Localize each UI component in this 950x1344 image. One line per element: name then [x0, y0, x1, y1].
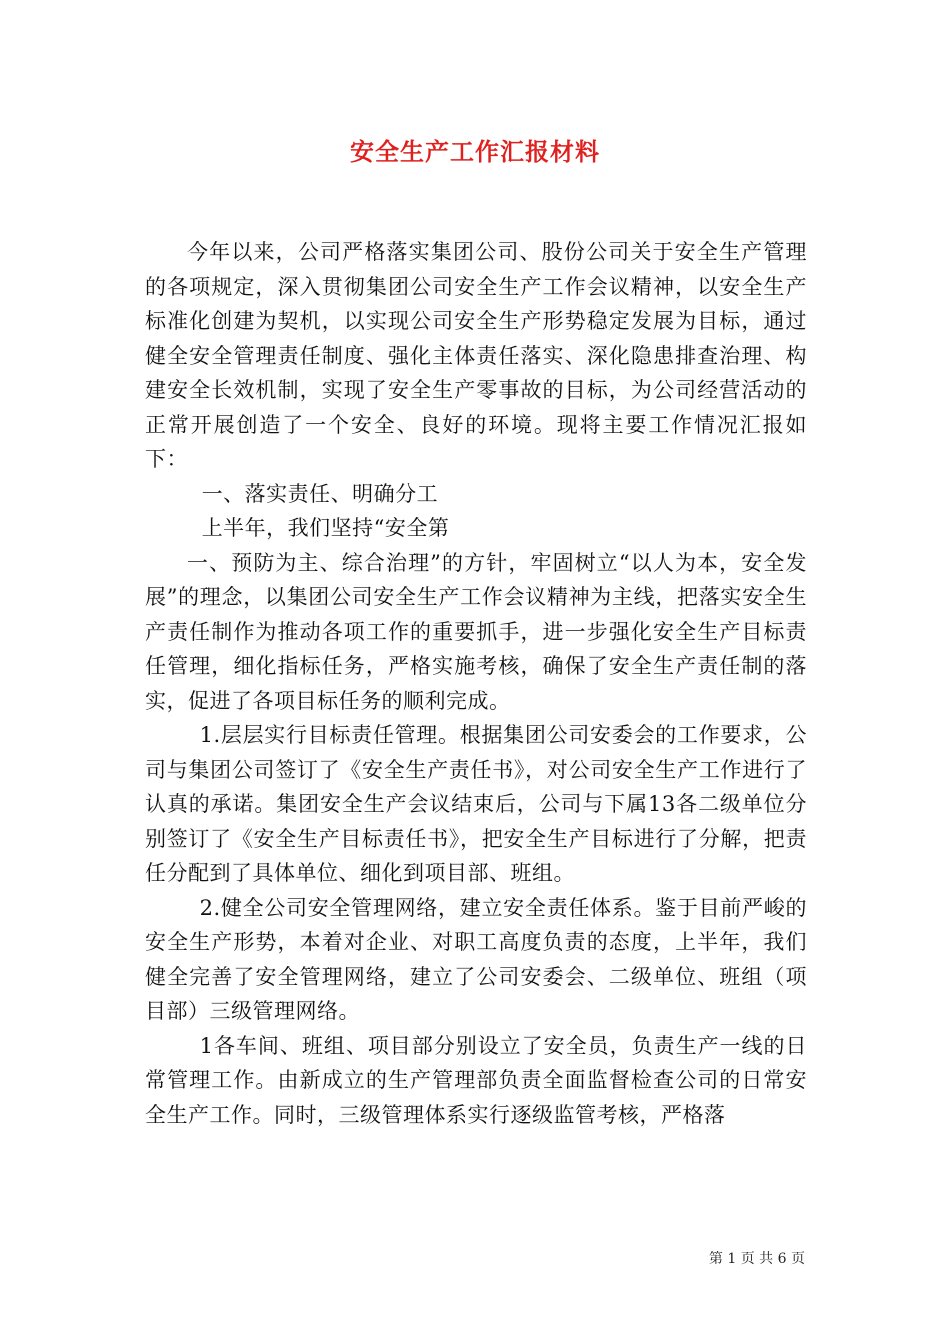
paragraph-item-2: 2.健全公司安全管理网络，建立安全责任体系。鉴于目前严峻的安全生产形势，本着对企业、对职工高度负责的态度，上半年，我们健全完善了安全管理网络，建立了公司安委会、二级单位、班组（项目部）三级管理网络。: [145, 895, 807, 1023]
paragraph-policy: 一、预防为主、综合治理”的方针，牢固树立“以人为本，安全发展”的理念，以集团公司安全生产工作会议精神为主线，把落实安全生产责任制作为推动各项工作的重要抓手，进一步强化安全生产目标责任管理，细化指标任务，严格实施考核，确保了安全生产责任制的落实，促进了各项目标任务的顺利完成。: [145, 550, 807, 713]
page-number: 第 1 页 共 6 页: [708, 1251, 805, 1267]
document-title: 安全生产工作汇报材料: [350, 137, 600, 166]
paragraph-item-1: 1.层层实行目标责任管理。根据集团公司安委会的工作要求，公司与集团公司签订了《安全生产责任书》，对公司安全生产工作进行了认真的承诺。集团安全生产会议结束后，公司与下属13各二级单位分别签订了《安全生产目标责任书》，把安全生产目标进行了分解，把责任分配到了具体单位、细化到项目部、班组。: [145, 723, 807, 885]
paragraph-intro: 今年以来，公司严格落实集团公司、股份公司关于安全生产管理的各项规定，深入贯彻集团公司安全生产工作会议精神，以安全生产标准化创建为契机，以实现公司安全生产形势稳定发展为目标，通过健全安全管理责任制度、强化主体责任落实、深化隐患排查治理、构建安全长效机制，实现了安全生产零事故的目标，为公司经营活动的正常开展创造了一个安全、良好的环境。现将主要工作情况汇报如下：: [145, 240, 807, 471]
section-heading-1: 一、落实责任、明确分工: [201, 481, 439, 506]
paragraph-item-3: 1各车间、班组、项目部分别设立了安全员，负责生产一线的日常管理工作。由新成立的生产管理部负责全面监督检查公司的日常安全生产工作。同时，三级管理体系实行逐级监管考核，严格落: [145, 1033, 807, 1127]
document-body: [145, 235, 807, 1132]
paragraph-half-year: 上半年，我们坚持“安全第: [201, 516, 450, 540]
